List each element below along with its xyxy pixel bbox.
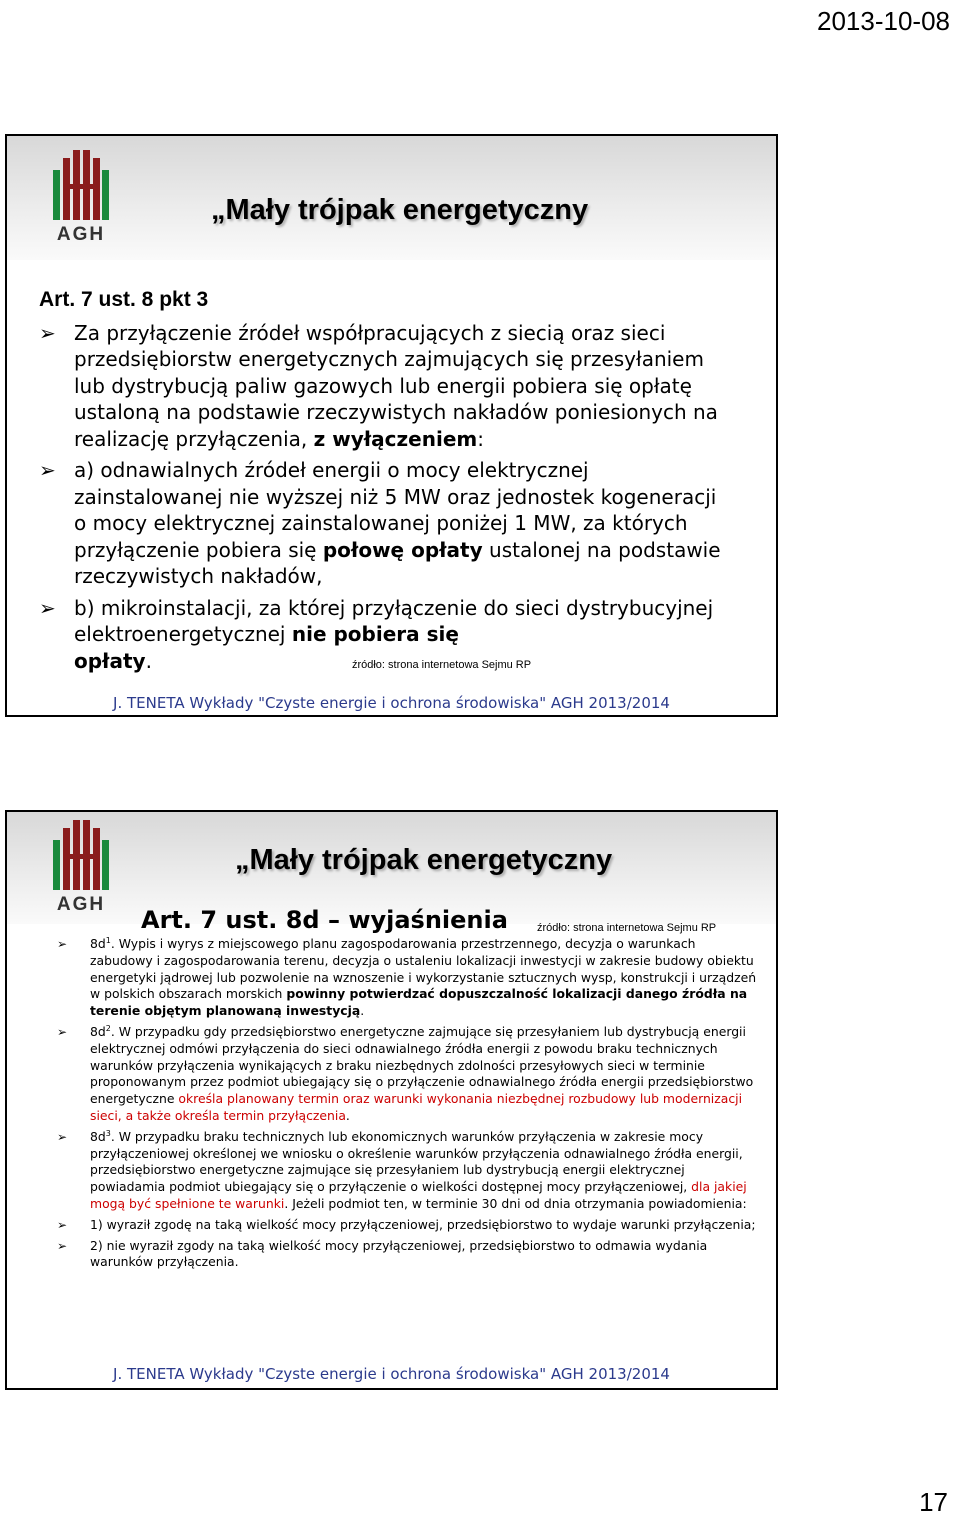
paragraph-tail: . Jeżeli podmiot ten, w terminie 30 dni od dnia otrzymania powiadomienia: xyxy=(284,1195,747,1211)
bullet-item xyxy=(57,936,757,1020)
paragraph-tail: . xyxy=(360,1003,365,1019)
paragraph-label: 8d xyxy=(90,1128,106,1144)
bullet-last-line xyxy=(74,648,729,679)
slide-footer: J. TENETA Wykłady "Czyste energie i ochrona środowiska" AGH 2013/2014 xyxy=(7,1360,776,1388)
arrow-bullet-icon: ➢ xyxy=(57,1217,68,1232)
arrow-bullet-icon: ➢ xyxy=(57,1238,68,1253)
paragraph-sup: 3 xyxy=(105,1128,111,1138)
bullet-bold: nie pobiera się xyxy=(291,622,459,646)
bullet-item xyxy=(57,1238,757,1272)
agh-logo-mark-icon xyxy=(51,818,111,890)
agh-logo-text: AGH xyxy=(56,894,106,915)
paragraph-red: określa planowany termin oraz warunki wykonania niezbędnej rozbudowy lub modernizacji sieci, a także określa termin przyłączenia xyxy=(90,1091,743,1123)
paragraph-red: dla jakiej mogą być spełnione te warunki xyxy=(90,1179,747,1211)
bullet-bold: opłaty xyxy=(74,648,146,673)
bullet-tail: : xyxy=(477,426,484,451)
article-heading: Art. 7 ust. 8 pkt 3 xyxy=(39,288,209,311)
slide-header xyxy=(7,136,776,260)
article-heading: Art. 7 ust. 8d – wyjaśnienia xyxy=(141,906,508,934)
arrow-bullet-icon: ➢ xyxy=(39,458,56,482)
slide-footer: J. TENETA Wykłady "Czyste energie i ochrona środowiska" AGH 2013/2014 xyxy=(7,691,776,715)
bullet-item xyxy=(57,1024,757,1125)
bullet-item xyxy=(57,1129,757,1213)
paragraph-bold: powinny potwierdzać dopuszczalność lokalizacji danego źródła na terenie objętym planowaną inwestycją xyxy=(90,986,748,1019)
paragraph-text: 2) nie wyraził zgody na taką wielkość mocy przyłączeniowej, przedsiębiorstwo to odmawia wydania warunków przyłączenia. xyxy=(90,1237,708,1270)
bullet-bold: połowę opłaty xyxy=(322,537,483,562)
slide-2 xyxy=(5,810,778,1390)
paragraph-sup: 2 xyxy=(105,1023,111,1033)
slide-title: „Mały trójpak energetyczny xyxy=(235,844,613,876)
page-date: 2013-10-08 xyxy=(817,6,950,36)
arrow-bullet-icon: ➢ xyxy=(57,1129,68,1144)
bullet-bold: z wyłączeniem xyxy=(313,426,478,451)
paragraph-label: 8d xyxy=(90,1023,106,1039)
agh-logo xyxy=(51,148,111,248)
paragraph-text: . W przypadku braku technicznych lub ekonomicznych warunków przyłączenia w zakresie mocy przyłączeniowej określonej we wniosku o określenie warunków przyłączenia odnawialnego źródła energii, przedsiębiorstwo energetyczne zajmujące się przesyłaniem lub dystrybucją energii elektrycznej powiadamia podmiot ubiegający się o przyłączenie o wielkości dostępnej mocy przyłączeniowej, xyxy=(90,1128,743,1195)
bullet-text: b) mikroinstalacji, za której przyłączenie do sieci dystrybucyjnej elektroenergetycznej xyxy=(74,595,714,646)
source-note: źródło: strona internetowa Sejmu RP xyxy=(537,922,717,934)
paragraph-text: 1) wyraził zgodę na taką wielkość mocy przyłączeniowej, przedsiębiorstwo to wydaje warunki przyłączenia; xyxy=(90,1216,756,1232)
arrow-bullet-icon: ➢ xyxy=(57,937,68,951)
arrow-bullet-icon: ➢ xyxy=(39,320,56,345)
bullet-item xyxy=(57,1217,757,1234)
arrow-bullet-icon: ➢ xyxy=(39,595,56,620)
paragraph-text: . W przypadku gdy przedsiębiorstwo energetyczne zajmujące się przesyłaniem lub dystrybucją energii elektrycznej odmówi przyłączenia do sieci odnawialnego źródła energii z powodu braku technicznych warunków przyłączenia wynikających z braku niezbędnych zdolności przesyłowych sieci w terminie proponowanym przez podmiot ubiegający się o przyłączenie odnawialnego źródła energii przedsiębiorstwo energetyczne xyxy=(90,1023,754,1107)
bullet-item xyxy=(39,320,729,453)
paragraph-label: 8d xyxy=(90,936,106,951)
paragraph-tail: . xyxy=(345,1107,350,1123)
bullet-tail: ustalonej na podstawie rzeczywistych nakładów, xyxy=(74,537,721,588)
bullet-text: a) odnawialnych źródeł energii o mocy elektrycznej zainstalowanej nie wyższej niż 5 MW oraz jednostek kogeneracji o mocy elektrycznej zainstalowanej poniżej 1 MW, za których przyłączenie pobiera się xyxy=(74,458,717,562)
agh-logo xyxy=(51,818,111,918)
slide-body xyxy=(39,287,729,683)
paragraph-sup: 1 xyxy=(105,935,111,945)
slide-body xyxy=(57,936,757,1275)
paragraph-text: . Wypis i wyrys z miejscowego planu zagospodarowania przestrzennego, decyzja o warunkach zabudowy i zagospodarowania terenu, decyzja o ustaleniu lokalizacji inwestycji w zakresie budowy obiektu energetyki jądrowej lub pozwolenie na wznoszenie i wykorzystanie sztucznych wysp, konstrukcji i urządzeń w polskich obszarach morskich xyxy=(90,936,757,1002)
source-note: źródło: strona internetowa Sejmu RP xyxy=(351,658,532,671)
page-number: 17 xyxy=(919,1487,948,1517)
arrow-bullet-icon: ➢ xyxy=(57,1024,68,1039)
slide-1 xyxy=(5,134,778,717)
bullet-item xyxy=(39,595,729,679)
bullet-text: Za przyłączenie źródeł współpracujących z siecią oraz sieci przedsiębiorstw energetycznych zajmujących się przesyłaniem lub dystrybucją paliw gazowych lub energii pobiera się opłatę ustaloną na podstawie rzeczywistych nakładów poniesionych na realizację przyłączenia, xyxy=(74,320,718,451)
bullet-item xyxy=(39,457,729,590)
agh-logo-text: AGH xyxy=(56,224,106,245)
bullet-tail: . xyxy=(145,648,152,673)
agh-logo-mark-icon xyxy=(51,148,111,220)
slide-title: „Mały trójpak energetyczny xyxy=(211,194,589,226)
